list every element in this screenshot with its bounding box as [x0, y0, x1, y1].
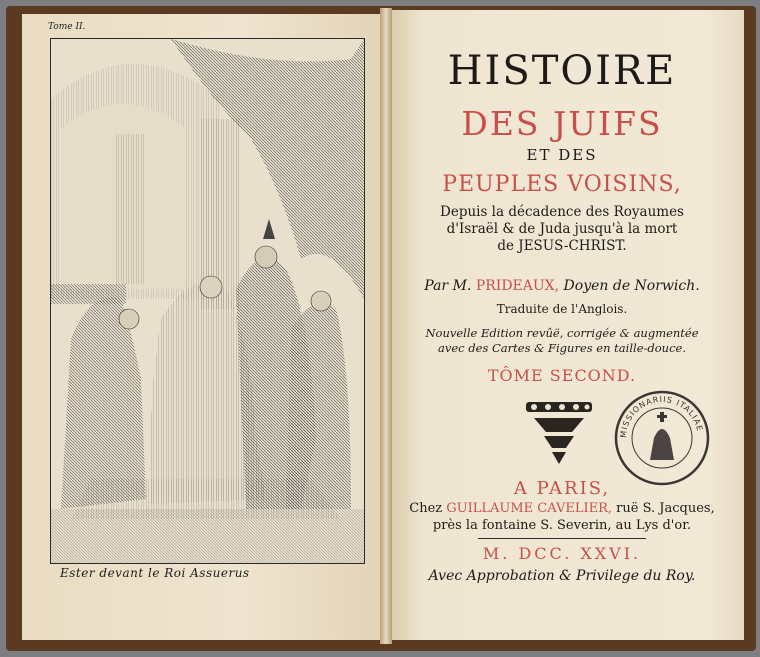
author-suffix: Doyen de Norwich. [563, 278, 700, 294]
title-description [392, 204, 732, 255]
publisher-block [392, 500, 732, 534]
stamp-text: MISSIONARIIS ITALIAE [618, 394, 705, 439]
edition-line: Nouvelle Edition revûë, corrigée & augmentée [425, 326, 699, 340]
author-line [392, 278, 732, 294]
tome-second: TÔME SECOND. [487, 366, 637, 385]
publisher-line [392, 500, 732, 517]
publisher-address: près la fontaine S. Severin, au Lys d'or. [432, 518, 692, 533]
tome-label: Tome II. [48, 22, 86, 32]
edition-line: avec des Cartes & Figures en taille-douce. [438, 341, 686, 355]
privilege-line: Avec Approbation & Privilege du Roy. [428, 568, 696, 584]
title-line-des-juifs: DES JUIFS [461, 104, 663, 143]
divider-rule [478, 538, 646, 539]
publisher-street: ruë S. Jacques, [616, 501, 715, 516]
publisher-name: GUILLAUME CAVELIER, [446, 501, 613, 516]
book-gutter [380, 8, 392, 644]
publisher-prefix: Chez [409, 501, 443, 516]
title-line-et-des: ET DES [526, 146, 598, 164]
publication-year: M. DCC. XXVI. [482, 544, 642, 563]
description-line: Depuis la décadence des Royaumes [440, 204, 684, 220]
edition-note [392, 326, 732, 356]
engraving-caption: Ester devant le Roi Assuerus [60, 566, 250, 580]
title-line-histoire: HISTOIRE [447, 48, 677, 94]
translation-note: Traduite de l'Anglois. [496, 302, 628, 316]
author-prefix: Par M. [424, 278, 472, 294]
description-line: de JESUS-CHRIST. [497, 238, 627, 254]
author-name: PRIDEAUX, [475, 278, 560, 294]
place-of-publication: A PARIS, [513, 478, 611, 499]
frontispiece-engraving [50, 38, 365, 564]
title-line-peuples-voisins: PEUPLES VOISINS, [442, 172, 682, 197]
description-line: d'Israël & de Juda jusqu'à la mort [446, 221, 678, 237]
library-stamp [612, 388, 712, 488]
fleuron-ornament-icon [524, 400, 594, 466]
